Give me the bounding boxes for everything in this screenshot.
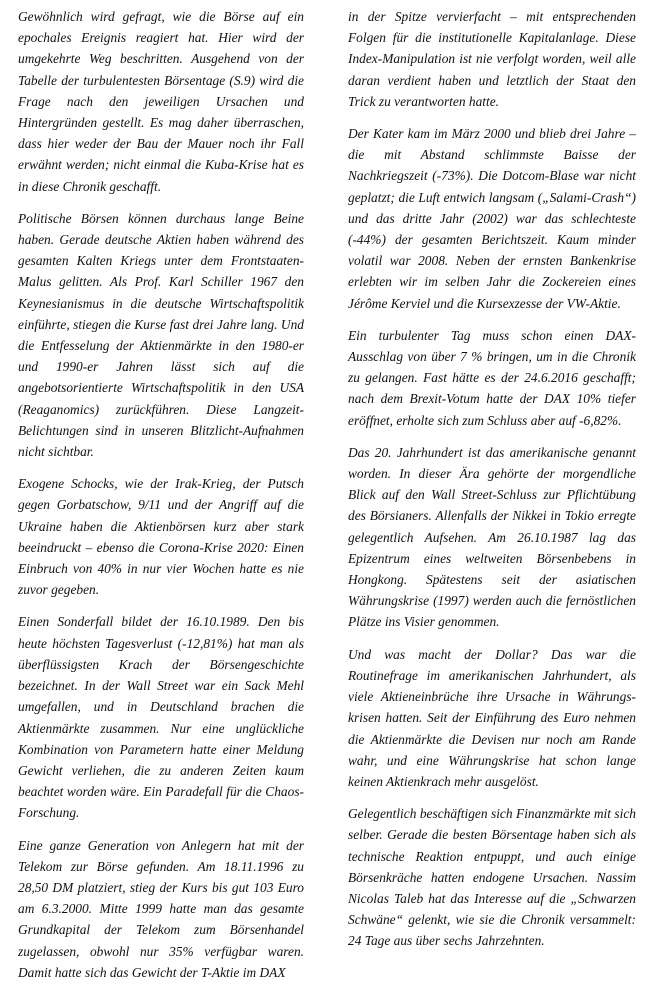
paragraph: Politische Börsen können durchaus lange Beine haben. Gerade deutsche Aktien haben während des gesamten Kalten Kriegs unter dem Frontstaaten-Malus gelitten. Als Prof. Karl Schiller 1967 den Keynesianismus in die deutsche Wirtschaftspolitik einführte, stiegen die Kurse fast drei Jahre lang. Und die Entfesselung der Aktienmärkte in den 1980-er und 1990-er Jahren lässt sich auf die angebotsorientierte Wirtschaftspolitik in den USA (Reaganomics) zurückführen. Diese Langzeit-Belichtungen sind in unseren Blitzlicht-Aufnahmen nicht sichtbar. xyxy=(18,210,304,460)
paragraph: Einen Sonderfall bildet der 16.10.1989. Den bis heute höchsten Tagesverlust (-12,81%) hat man als überflüssigsten Krach der Börsengeschichte bezeichnet. In der Wall Street war ein Sack Mehl umgefallen, und in Deutschland brachen die Aktienmärkte zusammen. Nur eine unglückliche Kombination von Parametern hatte einer Meldung Gewicht verliehen, die zu anderen Zeiten kaum beachtet worden wäre. Ein Paradefall für die Chaos-Forschung. xyxy=(18,614,304,821)
paragraph: Das 20. Jahrhundert ist das amerikanische genannt worden. In dieser Ära gehörte der morgendliche Blick auf den Wall Street-Schluss zur Pflichtübung des Börsianers. Allenfalls der Nikkei in Tokio erregte gelegentlich Aufsehen. Am 26.10.1987 lag das Epizentrum eines weltweiten Börsenbebens in Hongkong. Spätestens seit der asiatischen Währungskrise (1997) werden auch die fernöstlichen Plätze ins Visier genommen. xyxy=(348,444,636,630)
paragraph: Gewöhnlich wird gefragt, wie die Börse auf ein epochales Ereignis reagiert hat. Hier wird der umgekehrte Weg beschritten. Ausgehend von der Tabelle der turbulentesten Börsentage (S.9) wird die Frage nach den jeweiligen Ursachen und Hintergründen gestellt. Es mag daher überraschen, dass hier weder der Bau der Mauer noch ihr Fall erwähnt werden; nicht einmal die Kuba-Krise hat es in diese Chronik geschafft. xyxy=(18,9,304,194)
paragraph: Ein turbulenter Tag muss schon einen DAX-Ausschlag von über 7 % bringen, um in die Chronik zu gelangen. Fast hätte es der 24.6.2016 geschafft; nach dem Brexit-Votum hatte der DAX 10% tiefer eröffnet, erholte sich zum Schluss aber auf -6,82%. xyxy=(348,327,636,428)
paragraph: in der Spitze vervierfacht – mit entsprechenden Folgen für die institutionelle Kapitalanlage. Diese Index-Manipulation ist nie verfolgt worden, weil alle daran verdient haben und letztlich der Staat den Trick zu verantworten hatte. xyxy=(348,9,636,109)
paragraph: Der Kater kam im März 2000 und blieb drei Jahre – die mit Abstand schlimmste Baisse der Nachkriegszeit (-73%). Die Dotcom-Blase war nicht geplatzt; die Luft entwich langsam („Salami-Crash“) und das dritte Jahr (2002) war das schlechteste (-44%) der gesamten Berichtszeit. Kaum minder volatil war 2008. Neben der ernsten Bankenkrise erlebten wir im selben Jahr die Zockereien eines Jérôme Kerviel und die Kursexzesse der VW-Aktie. xyxy=(348,126,636,311)
paragraph: Exogene Schocks, wie der Irak-Krieg, der Putsch gegen Gorbatschow, 9/11 und der Angriff auf die Ukraine haben die Aktienbörsen kurz aber stark beeindruckt – ebenso die Corona-Krise 2020: Einen Einbruch von 40% in nur vier Wochen hatte es nie zuvor gegeben. xyxy=(18,476,304,598)
left-column xyxy=(18,6,304,994)
paragraph: Und was macht der Dollar? Das war die Routinefrage im amerikanischen Jahrhundert, als viele Aktieneinbrüche ihre Ursache in Währungs-krisen hatten. Seit der Einführung des Euro nehmen die Aktienmärkte die Devisen nur noch am Rande wahr, und eine Währungskrise hat schon lange keinen Aktienkrach mehr ausgelöst. xyxy=(348,646,636,789)
paragraph: Gelegentlich beschäftigen sich Finanzmärkte mit sich selber. Gerade die besten Börsentage haben sich als technische Reaktion entpuppt, und auch einige Börsenkräche hatten endogene Ursachen. Nassim Nicolas Taleb hat das Interesse auf die „Schwarzen Schwäne“ gelenkt, wie sie die Chronik versammelt: 24 Tage aus über sechs Jahrzehnten. xyxy=(348,806,636,949)
paragraph: Eine ganze Generation von Anlegern hat mit der Telekom zur Börse gefunden. Am 18.11.1996 zu 28,50 DM platziert, stieg der Kurs bis gut 103 Euro am 6.3.2000. Mitte 1999 hatte man das gesamte Grundkapital der Telekom zum Börsenhandel zugelassen, obwohl nur 35% verfügbar waren. Damit hatte sich das Gewicht der T-Aktie im DAX xyxy=(18,837,304,980)
right-column xyxy=(348,6,636,963)
